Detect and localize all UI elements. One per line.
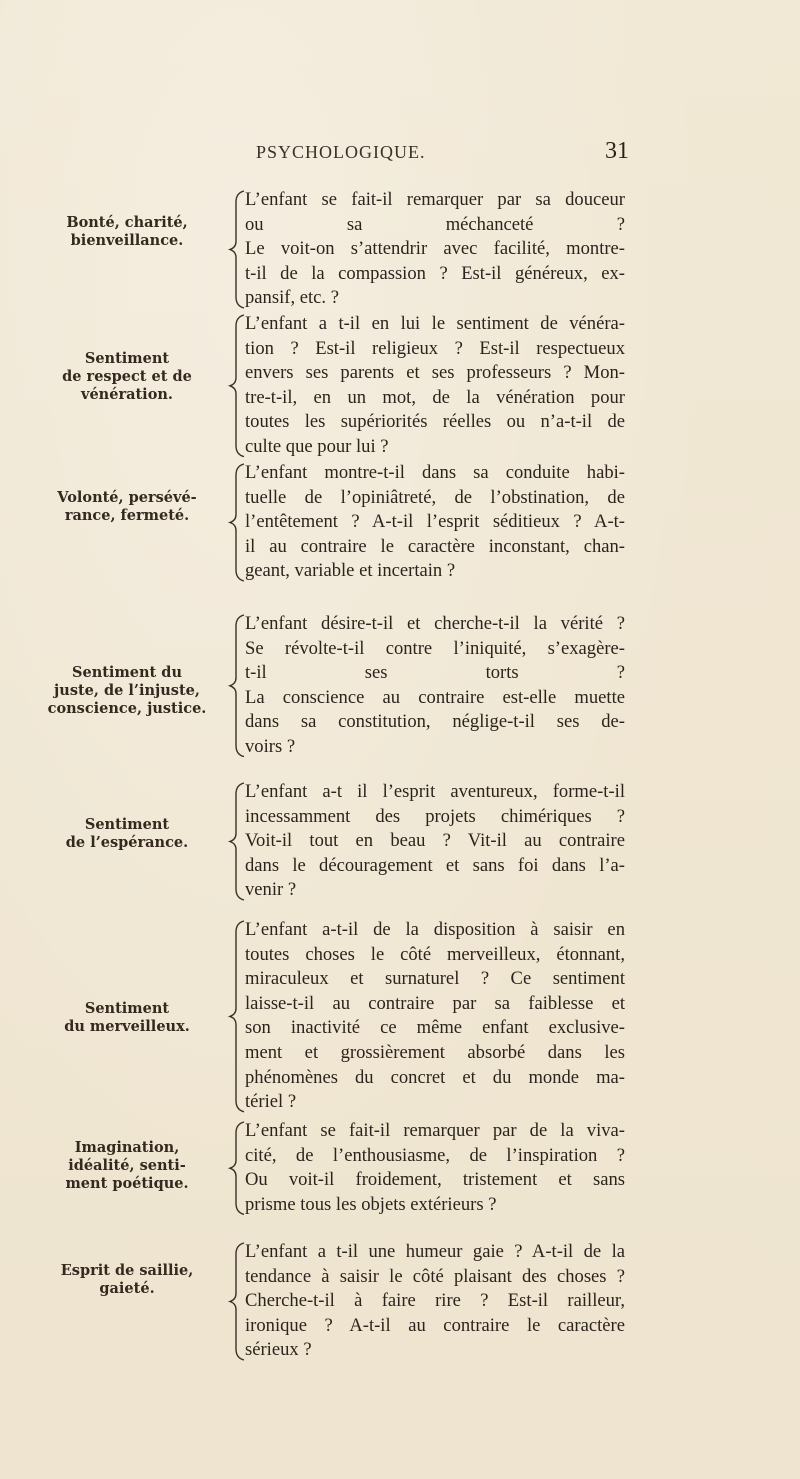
side-label-line: rance, fermeté. [64, 507, 190, 524]
text-line: laisse-t-il au contraire par sa faiblesse et [245, 992, 625, 1014]
side-label-line: Imagination, [74, 1139, 180, 1156]
running-title: PSYCHOLOGIQUE. [256, 142, 426, 162]
side-label-line: bienveillance. [70, 232, 184, 249]
side-label [32, 664, 222, 718]
text-line: t-il de la compassion ? Est-il généreux, ex- [245, 262, 625, 284]
text-line: t-il ses torts ? [245, 662, 625, 684]
text-line: dans le découragement et sans foi dans l’a- [245, 854, 625, 876]
text-line: L’enfant montre-t-il dans sa conduite habi- [245, 462, 625, 483]
entry [0, 188, 800, 311]
page-header [0, 138, 800, 172]
text-line: toutes choses le côté merveilleux, étonnant, [245, 943, 625, 965]
page-number: 31 [605, 138, 629, 164]
text-line: tion ? Est-il religieux ? Est-il respectueux [245, 337, 625, 359]
text-line: tériel ? [245, 1091, 297, 1113]
text-line: tre-t-il, en un mot, de la vénération pour [245, 386, 625, 408]
question-text [245, 188, 625, 311]
text-line: pansif, etc. ? [245, 287, 339, 309]
text-line: ironique ? A-t-il au contraire le caractère [245, 1314, 625, 1336]
question-text [245, 1119, 625, 1217]
side-label [32, 214, 222, 250]
side-label-line: Sentiment du [72, 664, 182, 681]
text-line: Ou voit-il froidement, tristement et sans [245, 1169, 625, 1191]
text-line: L’enfant a t-il une humeur gaie ? A-t-il de la [245, 1241, 625, 1262]
question-text [245, 312, 625, 460]
text-line: sérieux ? [245, 1339, 312, 1361]
side-label-line: Sentiment [84, 350, 170, 367]
text-line: tendance à saisir le côté plaisant des choses ? [245, 1265, 625, 1287]
text-line: phénomènes du concret et du monde ma- [245, 1066, 625, 1088]
side-label [32, 350, 222, 404]
text-line: L’enfant se fait-il remarquer par sa douceur [245, 189, 625, 210]
text-line: cité, de l’enthousiasme, de l’inspiration ? [245, 1144, 625, 1166]
text-line: L’enfant désire-t-il et cherche-t-il la vérité ? [245, 613, 625, 634]
entry [0, 918, 800, 1115]
question-text [245, 1240, 625, 1363]
text-line: dans sa constitution, néglige-t-il ses de- [245, 711, 625, 733]
text-line: L’enfant se fait-il remarquer par de la viva- [245, 1120, 625, 1141]
side-label-line: du merveilleux. [64, 1018, 190, 1035]
text-line: venir ? [245, 879, 297, 901]
text-line: L’enfant a t-il en lui le sentiment de vénéra- [245, 313, 625, 334]
text-line: toutes les supériorités réelles ou n’a-t-il de [245, 411, 625, 433]
side-label-line: vénération. [81, 386, 173, 403]
side-label [32, 1262, 222, 1298]
text-line: Voit-il tout en beau ? Vit-il au contraire [245, 830, 625, 852]
text-line: ou sa méchanceté ? [245, 213, 625, 235]
side-label-line: Esprit de saillie, [60, 1262, 194, 1279]
entry [0, 1240, 800, 1363]
text-line: prisme tous les objets extérieurs ? [245, 1193, 497, 1215]
side-label-line: ment poétique. [65, 1175, 189, 1192]
entry [0, 461, 800, 584]
text-line: L’enfant a-t-il de la disposition à saisir en [245, 919, 625, 940]
text-line: culte que pour lui ? [245, 435, 389, 457]
text-line: voirs ? [245, 735, 296, 757]
side-label-line: idéalité, senti- [68, 1157, 186, 1174]
side-label [32, 1139, 222, 1193]
side-label [32, 489, 222, 525]
text-line: incessamment des projets chimériques ? [245, 805, 625, 827]
text-line: ment et grossièrement absorbé dans les [245, 1041, 625, 1063]
side-label-line: conscience, justice. [47, 700, 207, 717]
text-line: L’enfant a-t il l’esprit aventureux, forme-t-il [245, 781, 625, 802]
text-line: La conscience au contraire est-elle muette [245, 686, 625, 708]
text-line: envers ses parents et ses professeurs ? Mon- [245, 362, 625, 384]
side-label-line: Sentiment [84, 1000, 170, 1017]
text-line: son inactivité ce même enfant exclusive- [245, 1017, 625, 1039]
text-line: tuelle de l’opiniâtreté, de l’obstination, de [245, 486, 625, 508]
entry [0, 1119, 800, 1217]
question-text [245, 918, 625, 1115]
side-label-line: gaieté. [99, 1280, 155, 1297]
side-label [32, 1000, 222, 1036]
text-line: il au contraire le caractère inconstant, chan- [245, 535, 625, 557]
entry [0, 780, 800, 903]
text-line: Cherche-t-il à faire rire ? Est-il railleur, [245, 1290, 625, 1312]
question-text [245, 780, 625, 903]
side-label-line: de l’espérance. [65, 834, 189, 851]
side-label-line: juste, de l’injuste, [54, 682, 200, 699]
entry [0, 312, 800, 460]
text-line: geant, variable et incertain ? [245, 560, 456, 582]
text-line: l’entêtement ? A-t-il l’esprit séditieux ? A-t- [245, 511, 625, 533]
entry [0, 612, 800, 760]
side-label-line: Sentiment [84, 816, 170, 833]
question-text [245, 461, 625, 584]
side-label-line: Bonté, charité, [66, 214, 188, 231]
text-line: Le voit-on s’attendrir avec facilité, montre- [245, 238, 625, 260]
question-text [245, 612, 625, 760]
side-label-line: Volonté, persévé- [57, 489, 197, 506]
side-label [32, 816, 222, 852]
text-line: miraculeux et surnaturel ? Ce sentiment [245, 968, 625, 990]
side-label-line: de respect et de [62, 368, 192, 385]
text-line: Se révolte-t-il contre l’iniquité, s’exagère- [245, 637, 625, 659]
